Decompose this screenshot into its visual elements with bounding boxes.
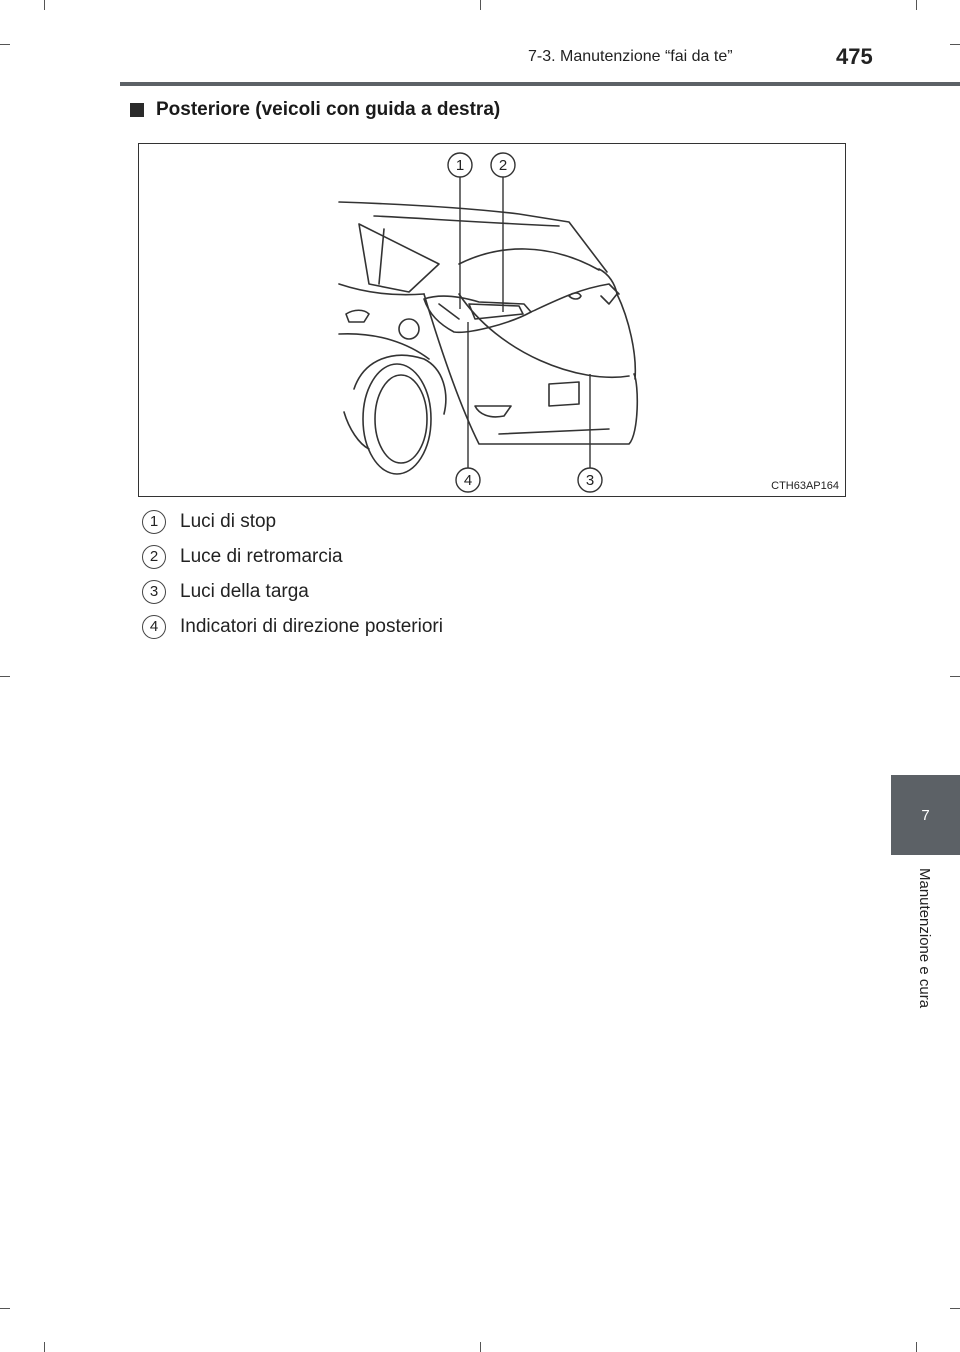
crop-mark: [44, 0, 45, 10]
list-item: [142, 504, 742, 539]
running-header: 7-3. Manutenzione “fai da te”: [528, 48, 733, 65]
section-heading: [130, 99, 830, 121]
legend-number: 1: [142, 510, 166, 534]
header-rule: [120, 82, 960, 86]
chapter-tab: [891, 775, 960, 855]
crop-mark: [0, 676, 10, 677]
legend-label: Luci della targa: [180, 580, 309, 602]
crop-mark: [480, 1342, 481, 1352]
square-bullet-icon: [130, 103, 144, 117]
crop-mark: [916, 1342, 917, 1352]
crop-mark: [950, 676, 960, 677]
chapter-title: Manutenzione e cura: [916, 868, 933, 1009]
list-item: [142, 539, 742, 574]
figure-code: CTH63AP164: [771, 480, 839, 492]
crop-mark: [0, 1308, 10, 1309]
legend-list: [142, 504, 742, 644]
list-item: [142, 609, 742, 644]
callout-1: 1: [455, 157, 465, 174]
legend-label: Indicatori di direzione posteriori: [180, 615, 443, 637]
crop-mark: [916, 0, 917, 10]
callout-4: 4: [463, 472, 473, 489]
chapter-number: 7: [921, 806, 930, 824]
section-heading-text: Posteriore (veicoli con guida a destra): [156, 99, 501, 120]
crop-mark: [0, 44, 10, 45]
callout-2: 2: [498, 157, 508, 174]
legend-number: 2: [142, 545, 166, 569]
legend-number: 4: [142, 615, 166, 639]
legend-label: Luce di retromarcia: [180, 545, 343, 567]
legend-number: 3: [142, 580, 166, 604]
legend-label: Luci di stop: [180, 510, 277, 532]
page-number: 475: [836, 44, 873, 69]
crop-mark: [44, 1342, 45, 1352]
callout-3: 3: [585, 472, 595, 489]
rear-car-illustration: [138, 143, 846, 497]
crop-mark: [950, 1308, 960, 1309]
crop-mark: [480, 0, 481, 10]
car-rear-drawing: [139, 144, 845, 496]
list-item: [142, 574, 742, 609]
crop-mark: [950, 44, 960, 45]
